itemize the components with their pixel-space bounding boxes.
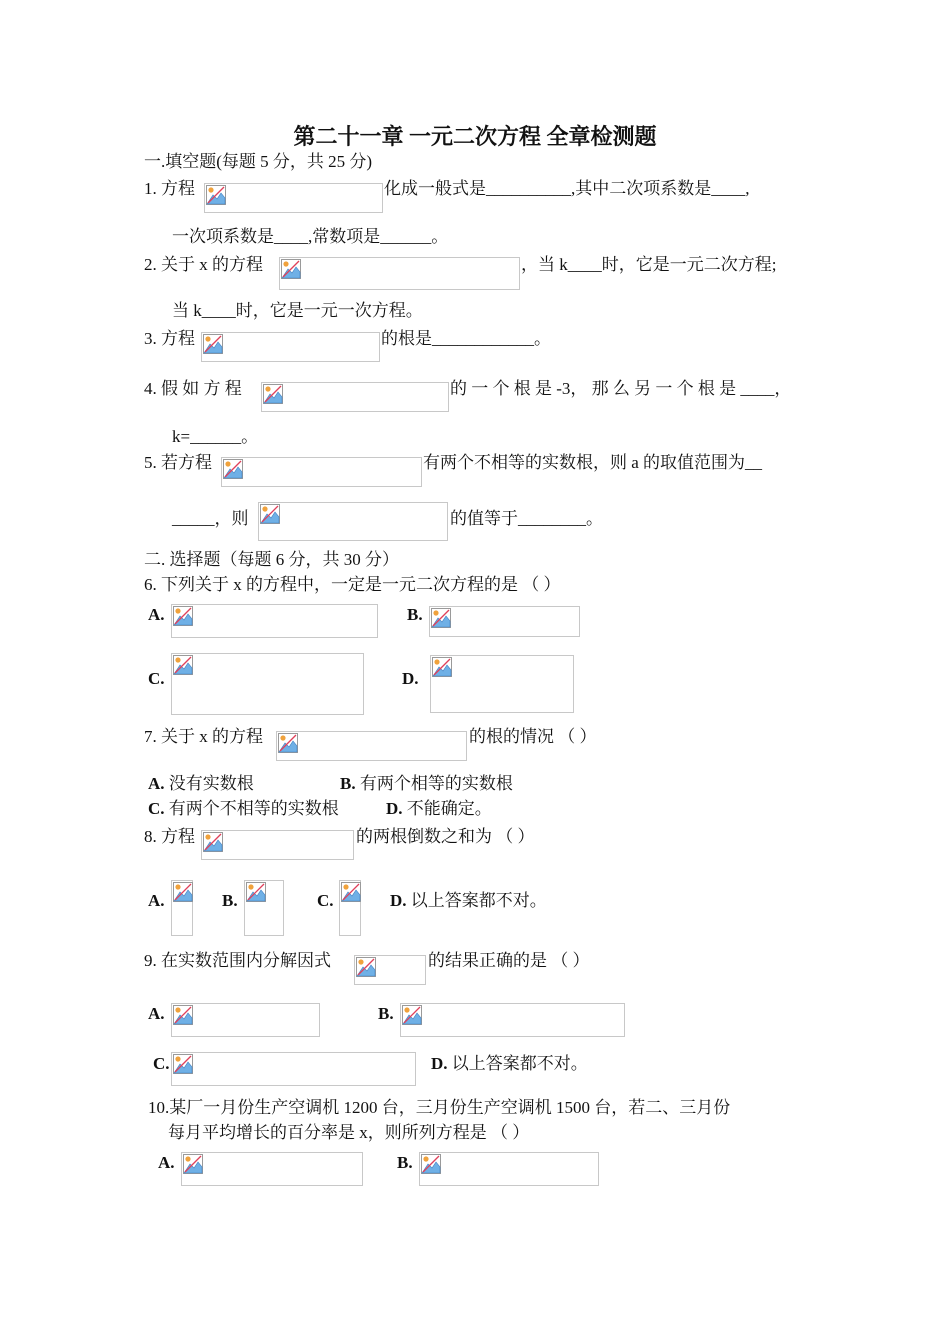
q9-option-c-label: C.: [153, 1054, 170, 1073]
q6-option-b-image: [429, 606, 580, 637]
q2-text: ，当 k____时，它是一元二次方程;: [521, 255, 777, 274]
broken-image-icon: [203, 832, 223, 852]
q2-equation-image: [279, 257, 520, 290]
q7-option-d: D. 不能确定。: [386, 799, 492, 818]
q10-option-a-label: A.: [158, 1153, 175, 1172]
broken-image-icon: [203, 334, 223, 354]
q7-option-b: B. 有两个相等的实数根: [340, 774, 513, 793]
q5-expression-image: [258, 502, 448, 541]
broken-image-icon: [263, 384, 283, 404]
q8-text: 的两根倒数之和为 （ ）: [356, 827, 535, 846]
q7-text: 的根的情况 （ ）: [469, 727, 597, 746]
q6-option-c-label: C.: [148, 669, 165, 688]
broken-image-icon: [431, 608, 451, 628]
broken-image-icon: [421, 1154, 441, 1174]
q4-text-2: k=______。: [172, 427, 259, 446]
q7-option-c: C. 有两个不相等的实数根: [148, 799, 339, 818]
section-choice-heading: 二. 选择题（每题 6 分，共 30 分）: [144, 550, 399, 569]
q8-option-c-label: C.: [317, 891, 334, 910]
q8-option-d: D. 以上答案都不对。: [390, 891, 547, 910]
broken-image-icon: [356, 957, 376, 977]
q4-prefix: 4. 假 如 方 程: [144, 379, 242, 398]
broken-image-icon: [173, 882, 193, 902]
q9-option-b-label: B.: [378, 1004, 394, 1023]
broken-image-icon: [341, 882, 361, 902]
q10-stem: 10.某厂一月份生产空调机 1200 台，三月份生产空调机 1500 台，若二、三月份: [148, 1098, 731, 1117]
q1-text: 化成一般式是__________,其中二次项系数是____,: [384, 179, 750, 198]
q5-prefix: 5. 若方程: [144, 453, 212, 472]
q7-option-a: A. 没有实数根: [148, 774, 254, 793]
q9-prefix: 9. 在实数范围内分解因式: [144, 951, 331, 970]
q8-option-c-image: [339, 880, 361, 936]
page-title: 第二十一章 一元二次方程 全章检测题: [293, 124, 657, 149]
broken-image-icon: [432, 657, 452, 677]
q8-option-b-label: B.: [222, 891, 238, 910]
q5-text: 有两个不相等的实数根，则 a 的取值范围为__: [423, 453, 763, 472]
q10-option-b-image: [419, 1152, 599, 1186]
q4-text: 的 一 个 根 是 -3， 那 么 另 一 个 根 是 ____，: [450, 379, 792, 398]
broken-image-icon: [260, 504, 280, 524]
q8-prefix: 8. 方程: [144, 827, 195, 846]
q2-prefix: 2. 关于 x 的方程: [144, 255, 263, 274]
broken-image-icon: [183, 1154, 203, 1174]
q3-text: 的根是____________。: [381, 329, 551, 348]
broken-image-icon: [173, 1005, 193, 1025]
q9-text: 的结果正确的是 （ ）: [428, 951, 590, 970]
q1-text-2: 一次项系数是____,常数项是______。: [172, 227, 449, 246]
q6-option-a-image: [171, 604, 378, 638]
q6-option-a-label: A.: [148, 605, 165, 624]
q9-option-b-image: [400, 1003, 625, 1037]
q8-option-a-image: [171, 880, 193, 936]
broken-image-icon: [206, 185, 226, 205]
broken-image-icon: [173, 655, 193, 675]
q9-option-c-image: [171, 1052, 416, 1086]
broken-image-icon: [223, 459, 243, 479]
q8-option-a-label: A.: [148, 891, 165, 910]
broken-image-icon: [246, 882, 266, 902]
q10-option-a-image: [181, 1152, 363, 1186]
q5-text-3: 的值等于________。: [450, 509, 603, 528]
q6-option-b-label: B.: [407, 605, 423, 624]
q5-equation-image: [221, 457, 422, 487]
broken-image-icon: [278, 733, 298, 753]
q9-option-a-label: A.: [148, 1004, 165, 1023]
q8-equation-image: [201, 830, 354, 860]
section-fill-in-heading: 一.填空题(每题 5 分，共 25 分): [144, 152, 373, 171]
q6-option-d-image: [430, 655, 574, 713]
broken-image-icon: [173, 1054, 193, 1074]
q8-option-b-image: [244, 880, 284, 936]
q6-option-c-image: [171, 653, 364, 715]
q6-option-d-label: D.: [402, 669, 419, 688]
q9-option-d: D. 以上答案都不对。: [431, 1054, 588, 1073]
q9-expression-image: [354, 955, 426, 985]
q5-text-2: _____，则: [172, 509, 249, 528]
broken-image-icon: [173, 606, 193, 626]
q3-equation-image: [201, 332, 380, 362]
q1-prefix: 1. 方程: [144, 179, 195, 198]
q6-stem: 6. 下列关于 x 的方程中，一定是一元二次方程的是 （ ）: [144, 575, 561, 594]
q4-equation-image: [261, 382, 449, 412]
q7-prefix: 7. 关于 x 的方程: [144, 727, 263, 746]
q10-stem-2: 每月平均增长的百分率是 x，则所列方程是 （ ）: [168, 1123, 530, 1142]
q9-option-a-image: [171, 1003, 320, 1037]
q3-prefix: 3. 方程: [144, 329, 195, 348]
broken-image-icon: [281, 259, 301, 279]
broken-image-icon: [402, 1005, 422, 1025]
q1-equation-image: [204, 183, 383, 213]
q10-option-b-label: B.: [397, 1153, 413, 1172]
q7-equation-image: [276, 731, 467, 761]
q2-text-2: 当 k____时，它是一元一次方程。: [172, 301, 423, 320]
